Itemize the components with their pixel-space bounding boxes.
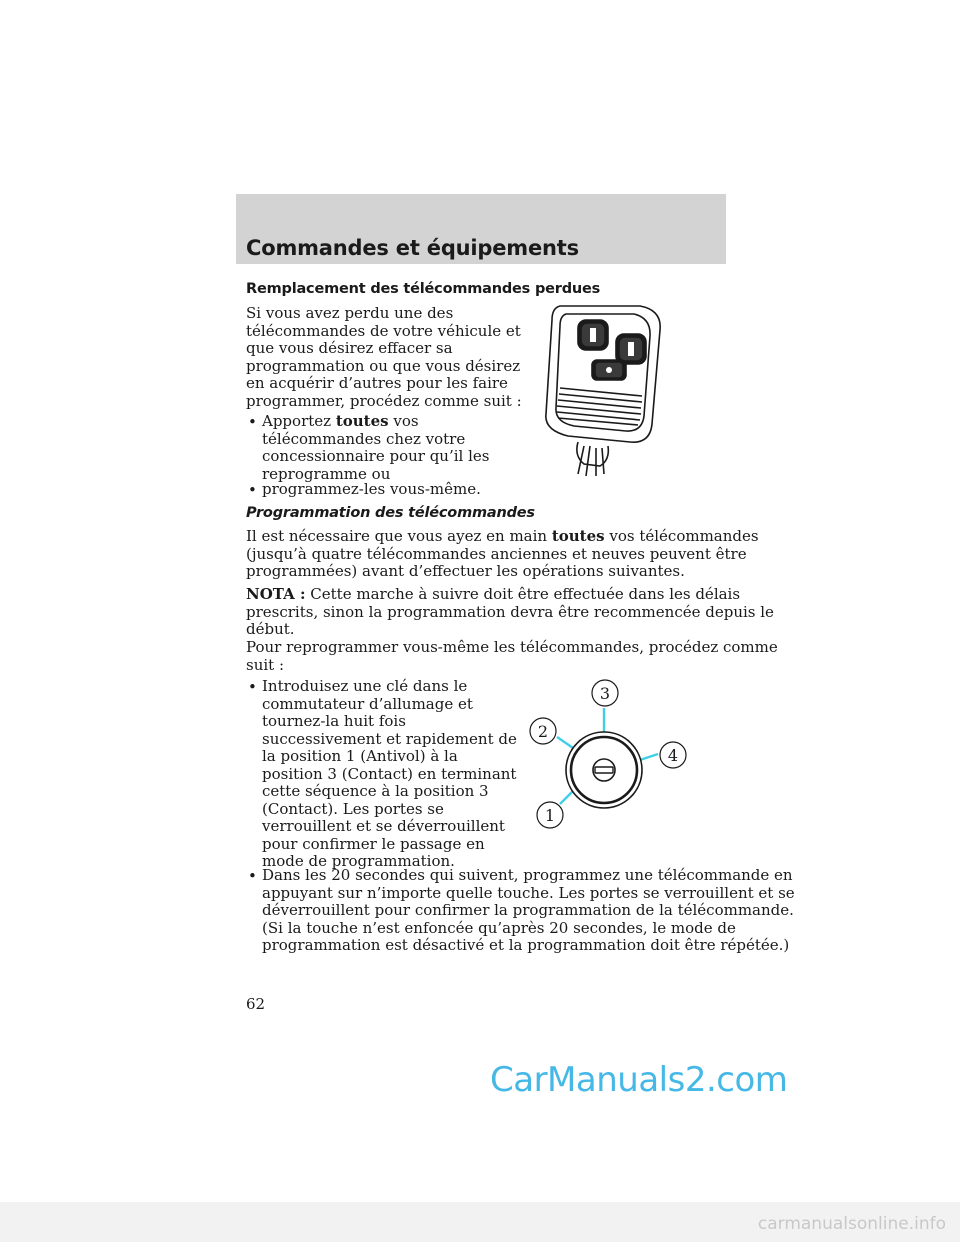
bullet-line: mode de programmation.: [262, 852, 455, 870]
bullet-line: appuyant sur n’importe quelle touche. Les portes se verrouillent et se: [262, 883, 795, 902]
bullet-program-remote: [262, 867, 795, 955]
key-fob-illustration: [538, 296, 668, 476]
position-1-line: [560, 790, 574, 804]
intro-line: que vous désirez effacer sa: [246, 339, 453, 357]
bullet-line: reprogramme ou: [262, 464, 391, 483]
note-paragraph: [246, 586, 774, 639]
bullet-line: (Si la touche n’est enfoncée qu’après 20 secondes, le mode de: [262, 918, 736, 937]
bullet-line: cette séquence à la position 3: [262, 782, 489, 800]
paragraph-line: Pour reprogrammer vous-même les télécommandes, procédez comme: [246, 638, 778, 656]
bullet-dot: •: [248, 678, 257, 696]
bullet-dot: •: [248, 867, 257, 885]
bullet-line: Introduisez une clé dans le: [262, 677, 468, 695]
note-label: NOTA :: [246, 585, 306, 603]
intro-line: Si vous avez perdu une des: [246, 304, 454, 322]
bullet-line: la position 1 (Antivol) à la: [262, 747, 458, 765]
position-label-1: 1: [544, 806, 556, 825]
watermark-carmanualsonline[interactable]: carmanualsonline.info: [757, 1214, 946, 1234]
intro-line: programmer, procédez comme suit :: [246, 391, 522, 410]
bullet-line: concessionnaire pour qu’il les: [262, 447, 490, 465]
note-text: Cette marche à suivre doit être effectuée dans les délais: [305, 585, 741, 603]
intro-paragraph: [246, 305, 522, 410]
bullet-insert-key: [262, 678, 517, 871]
bullet-line: déverrouillent pour confirmer la programmation de la télécommande.: [262, 901, 794, 919]
bold-toutes: toutes: [551, 527, 605, 545]
bullet-line: successivement et rapidement de: [262, 729, 517, 748]
intro-line: télécommandes de votre véhicule et: [246, 321, 521, 340]
bullet-bring-all: [262, 413, 489, 483]
bullet-dot: •: [248, 413, 257, 431]
bullet-line: commutateur d’allumage et: [262, 694, 473, 713]
bullet-rest: vos: [388, 412, 419, 430]
position-label-2: 2: [537, 722, 549, 741]
note-line: début.: [246, 620, 295, 638]
key-slot: [595, 767, 613, 773]
bullet-prefix: Apportez: [262, 412, 336, 430]
bullet-program-yourself: programmez-les vous-même.: [262, 480, 481, 498]
page-number: 62: [246, 995, 266, 1013]
intro-line: en acquérir d’autres pour les faire: [246, 374, 508, 392]
bullet-dot: •: [248, 481, 257, 499]
paragraph-line: suit :: [246, 655, 285, 674]
bullet-line: position 3 (Contact) en terminant: [262, 764, 517, 783]
paragraph-requirement: [246, 528, 759, 581]
paragraph-procedure: [246, 639, 778, 674]
ignition-switch-diagram: [526, 674, 696, 834]
text-segment: Il est nécessaire que vous ayez en main: [246, 527, 552, 545]
section-heading-replacement: Remplacement des télécommandes perdues: [246, 281, 601, 297]
bold-toutes: toutes: [335, 412, 389, 430]
bullet-line: tournez-la huit fois: [262, 712, 406, 730]
intro-line: programmation ou que vous désirez: [246, 356, 521, 375]
position-label-3: 3: [599, 684, 611, 703]
bullet-line: verrouillent et se déverrouillent: [262, 817, 505, 835]
bullet-line: Dans les 20 secondes qui suivent, programmez une télécommande en: [262, 866, 793, 884]
note-line: prescrits, sinon la programmation devra être recommencée depuis le: [246, 602, 774, 621]
bullet-line: programmation est désactivé et la programmation doit être répétée.): [262, 936, 790, 954]
text-segment: vos télécommandes: [604, 527, 759, 545]
paragraph-line: (jusqu’à quatre télécommandes anciennes et neuves peuvent être: [246, 544, 747, 563]
section-heading-programming: Programmation des télécommandes: [246, 505, 535, 521]
paragraph-line: programmées) avant d’effectuer les opérations suivantes.: [246, 562, 685, 580]
bullet-line: télécommandes chez votre: [262, 429, 466, 448]
page-title: Commandes et équipements: [246, 236, 579, 260]
watermark-carmanuals2[interactable]: CarManuals2.com: [490, 1060, 788, 1100]
bullet-line: (Contact). Les portes se: [262, 799, 444, 818]
position-label-4: 4: [667, 746, 679, 765]
bullet-line: pour confirmer le passage en: [262, 834, 485, 853]
